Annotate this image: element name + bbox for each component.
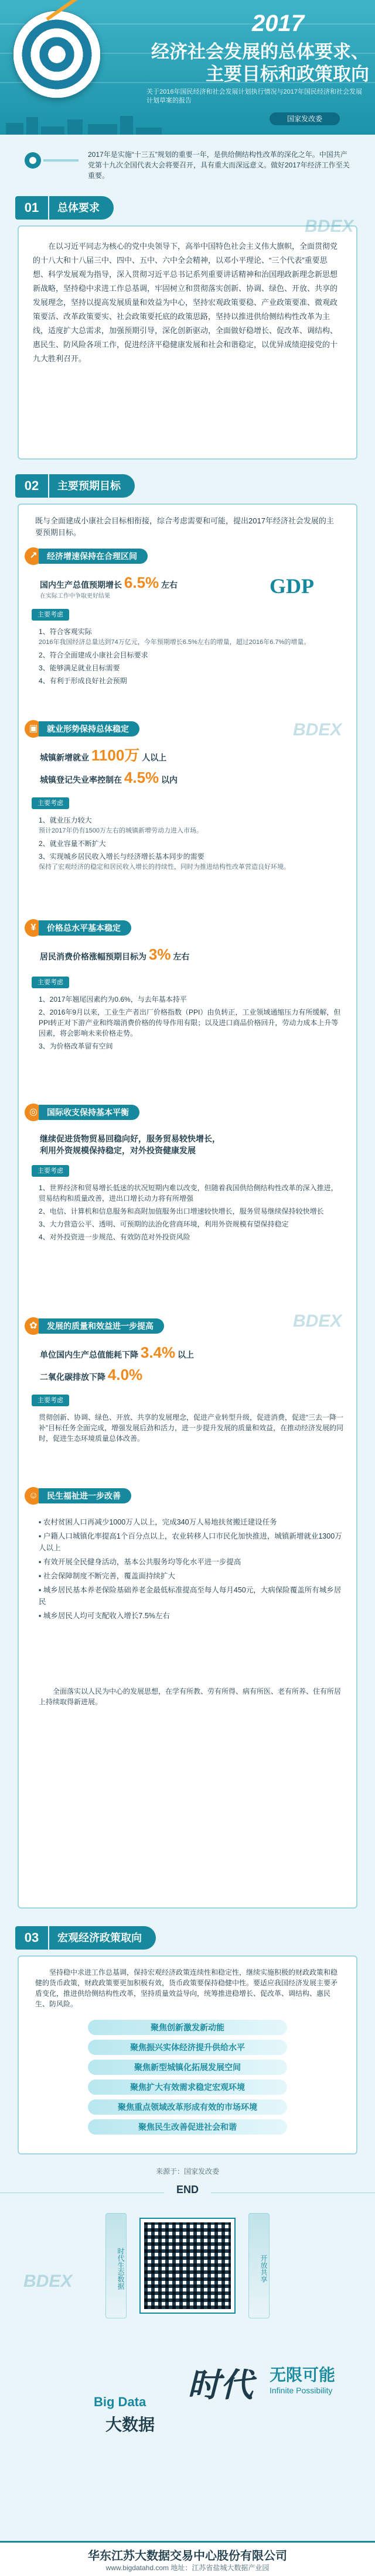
watermark-logo: BDEX [305, 217, 354, 236]
goal-welfare-list: ▪ 农村贫困人口再减少1000万人以上，完成340万人易地扶贫搬迁建设任务 ▪ 户籍人口城镇化率提高1个百分点以上，农业转移人口市民化加快推进，城镇新增就业1300万人以上 ▪ 有效开展全民健身活动，基本公共服务均等化水平进一步提高 ▪ 社会保障制度不断完善，覆盖面持续扩大 ▪ 城乡居民基本养老保险基础养老金最低标准提高至每人每月450元，大病保险覆盖所有城乡居民 ▪ 城乡居民人均可支配收入增长7.5%左右 [39, 1518, 342, 1620]
intro-text: 2017年是实施“十三五”规划的重要一年，是供给侧结构性改革的深化之年。中国共产党第十九次全国代表大会将要召开，具有重大而深远意义。做好2017年经济工作至关重要。 [88, 150, 350, 180]
source-note: 来源于：国家发改委 [155, 2167, 219, 2176]
policy-item: 聚焦新型城镇化拓展发展空间 [88, 2060, 287, 2075]
watermark-logo: BDEX [293, 720, 342, 739]
target-icon [13, 11, 101, 98]
qr-code[interactable] [141, 2219, 234, 2313]
policy-item: 聚焦重点领域改革形成有效的市场环境 [88, 2099, 287, 2115]
header-banner [0, 0, 375, 135]
header-description: 关于2016年国民经济和社会发展计划执行情况与2017年国民经济和社会发展计划草案的报告 [146, 88, 362, 104]
company-name: 华东江苏大数据交易中心股份有限公司 [88, 2550, 287, 2563]
skyline-decoration [0, 115, 176, 135]
watermark-logo: BDEX [293, 1311, 342, 1331]
bigdata-en: Big Data [94, 2395, 146, 2409]
goal-energy: 单位国内生产总值能耗下降 3.4% 以上 [40, 1344, 195, 1361]
leaf-icon: ✿ [25, 1317, 42, 1335]
goal-quality-body: 贯彻创新、协调、绿色、开放、共享的发展理念，促进产业转型升级，促进消费，促进“三去一降一补”目标任务全面完成，增强发展后劲和活力，进一步提升发展的质量和效益，在推动经济发展的同时，促进生态环境质量总体改善。 [39, 1413, 343, 1443]
policy-item: 聚焦扩大有效需求稳定宏观环境 [88, 2080, 287, 2095]
goal-co2: 二氧化碳排放下降 4.0% [40, 1366, 143, 1383]
header-title: 经济社会发展的总体要求、 主要目标和政策取向 [151, 42, 369, 84]
slogan-cn: 无限可能 [270, 2366, 336, 2384]
goal-cpi-list: 1、2017年翘尾因素约为0.6%，与去年基本持平 2、2016年9月以来，工业生产者出厂价格指数（PPI）由负转正，工业领域通缩压力有所缓解，但PPI转正对下游产业和终端消费价格的传导作用有限；以及进口商品价格回升，劳动力成本上升等因素，将会影响未来价格走势。 3、为价格改革留有空间 [39, 995, 341, 1050]
section3-body: 坚持稳中求进工作总基调，保持宏观经济政策连续性和稳定性，继续实施积极的财政政策和稳健的货币政策，财政政策要更加积极有效，货币政策要保持稳健中性。要适应我国经济发展主要矛盾变化，推进供给侧结构性改革，坚持质量效益导向，统筹推进稳增长、促改革、调结构、惠民生、防风险。 [35, 1968, 338, 2008]
section1-card [18, 225, 357, 460]
goal-gdp: 国内生产总值预期增长 6.5% 左右 在实际工作中争取更好结果 [40, 574, 178, 600]
footer [0, 2541, 375, 2576]
goal-balance-list: 1、世界经济和贸易增长低迷的状况短期内难以改变，但随着我国供给侧结构性改革的深入推进，贸易结构和质量改善，进出口增长动力将有所增强 2、电信、计算机和信息服务和高附加值服务出口增速较快增长，服务贸易继续保持较快增长 3、大力营造公平、透明、可预期的法治化营商环境，利用外资规模有望保持稳定 4、对外投资进一步规范、有效防范对外投资风险 [39, 1184, 338, 1241]
policy-item: 聚焦振兴实体经济提升供给水平 [88, 2040, 287, 2055]
section1-body: 在以习近平同志为核心的党中央领导下，高举中国特色社会主义伟大旗帜，全面贯彻党的十八大和十八届三中、四中、五中、六中全会精神，以邓小平理论、“三个代表”重要思想、科学发展观为指导，深入贯彻习近平总书记系列重要讲话精神和治国理政新理念新思想新战略，坚持稳中求进工作总基调，牢固树立和贯彻落实创新、协调、绿色、开放、共享的发展理念，坚持以提高发展质量和效益为中心，坚持宏观政策要稳、产业政策要准、微观政策要活、改革政策要实、社会政策要托底的政策思路，坚持以推进供给侧结构性改革为主线，适度扩大总需求，加强预期引导，深化创新驱动，全面做好稳增长、促改革、调结构、惠民生、防风险各项工作，促进经济平稳健康发展和社会和谐稳定，以优异成绩迎接党的十九大胜利召开。 [33, 242, 338, 363]
goal-employment: 城镇新增就业 1100万 人以上 [40, 746, 167, 764]
header-tag: 国家发改委 [270, 112, 340, 125]
goal-head-employment: ▣ 就业形势保持总体稳定 [25, 720, 139, 738]
end-mark: END [164, 2184, 211, 2196]
goal-gdp-list: 1、符合客观实际 2016年我国经济总量达到74万亿元，今年预期增长6.5%左右的增量，超过2016年6.7%的增量。 2、符合全面建成小康社会目标要求 3、能够满足就业目标需要 4、有利于形成良好社会预期 [39, 628, 311, 685]
goal-head-welfare: ☺ 民生福祉进一步改善 [25, 1487, 131, 1505]
header-year: 2017 [252, 11, 304, 36]
policy-item: 聚焦创新激发新动能 [88, 2020, 287, 2035]
goal-head-quality: ✿ 发展的质量和效益进一步提高 [25, 1317, 164, 1335]
goal-employment-list: 1、就业压力较大 预计2017年仍有1500万左右的城镇新增劳动力进入市场。 2、就业容量不断扩大 3、实现城乡居民收入增长与经济增长基本同步的需要 保持了宏观经济的稳定和居民收入增长的持续性，同时为推进结构性改革营造良好环境。 [39, 816, 290, 871]
company-address: www.bigdatahd.com 地址：江苏省盐城大数据产业园 [105, 2564, 270, 2572]
slogan-en: Infinite Possibility [270, 2386, 333, 2395]
chart-icon: ↗ [25, 547, 42, 565]
intro-decoration-icon [22, 150, 81, 171]
gdp-label: GDP [270, 574, 314, 598]
watermark-logo: BDEX [23, 2272, 73, 2291]
briefcase-icon: ▣ [25, 720, 42, 738]
goal-head-growth: ↗ 经济增速保持在合理区间 [25, 547, 148, 565]
goal-balance: 继续促进货物贸易回稳向好，服务贸易较快增长， 利用外资规模保持稳定，对外投资健康发展 [40, 1134, 220, 1155]
slogan-big: 时代 [188, 2366, 253, 2403]
goal-cpi: 居民消费价格涨幅预期目标为 3% 左右 [40, 946, 190, 963]
tag-icon: ¥ [25, 919, 42, 937]
globe-icon: ◎ [25, 1104, 42, 1121]
badge-considerations: 主要考虑 [32, 977, 69, 988]
section-header-02: 02 主要预期目标 [15, 474, 135, 498]
badge-considerations: 主要考虑 [32, 1165, 69, 1177]
section2-lead: 既与全面建成小康社会目标相衔接，综合考虑需要和可能，提出2017年经济社会发展的主要预期目标。 [35, 516, 334, 537]
section-header-01: 01 总体要求 [15, 196, 114, 220]
left-scroll: 时代生态数据 [105, 2213, 127, 2318]
badge-considerations: 主要考虑 [32, 1395, 69, 1406]
people-icon: ☺ [25, 1487, 42, 1505]
right-scroll: 开放共享 [248, 2213, 270, 2318]
section-header-03: 03 宏观经济政策取向 [15, 1926, 156, 1950]
policy-item: 聚焦民生改善促进社会和谐 [88, 2119, 287, 2135]
goal-head-prices: ¥ 价格总水平基本稳定 [25, 919, 131, 937]
badge-considerations: 主要考虑 [32, 797, 69, 809]
bigdata-cn: 大数据 [105, 2416, 155, 2434]
badge-considerations: 主要考虑 [32, 609, 69, 621]
goal-welfare-body: 全面落实以人民为中心的发展思想，在学有所教、劳有所得、病有所医、老有所养、住有所居上持续取得新进展。 [39, 1687, 342, 1706]
goal-unemployment: 城镇登记失业率控制在 4.5% 以内 [40, 769, 178, 786]
goal-head-balance: ◎ 国际收支保持基本平衡 [25, 1104, 139, 1121]
